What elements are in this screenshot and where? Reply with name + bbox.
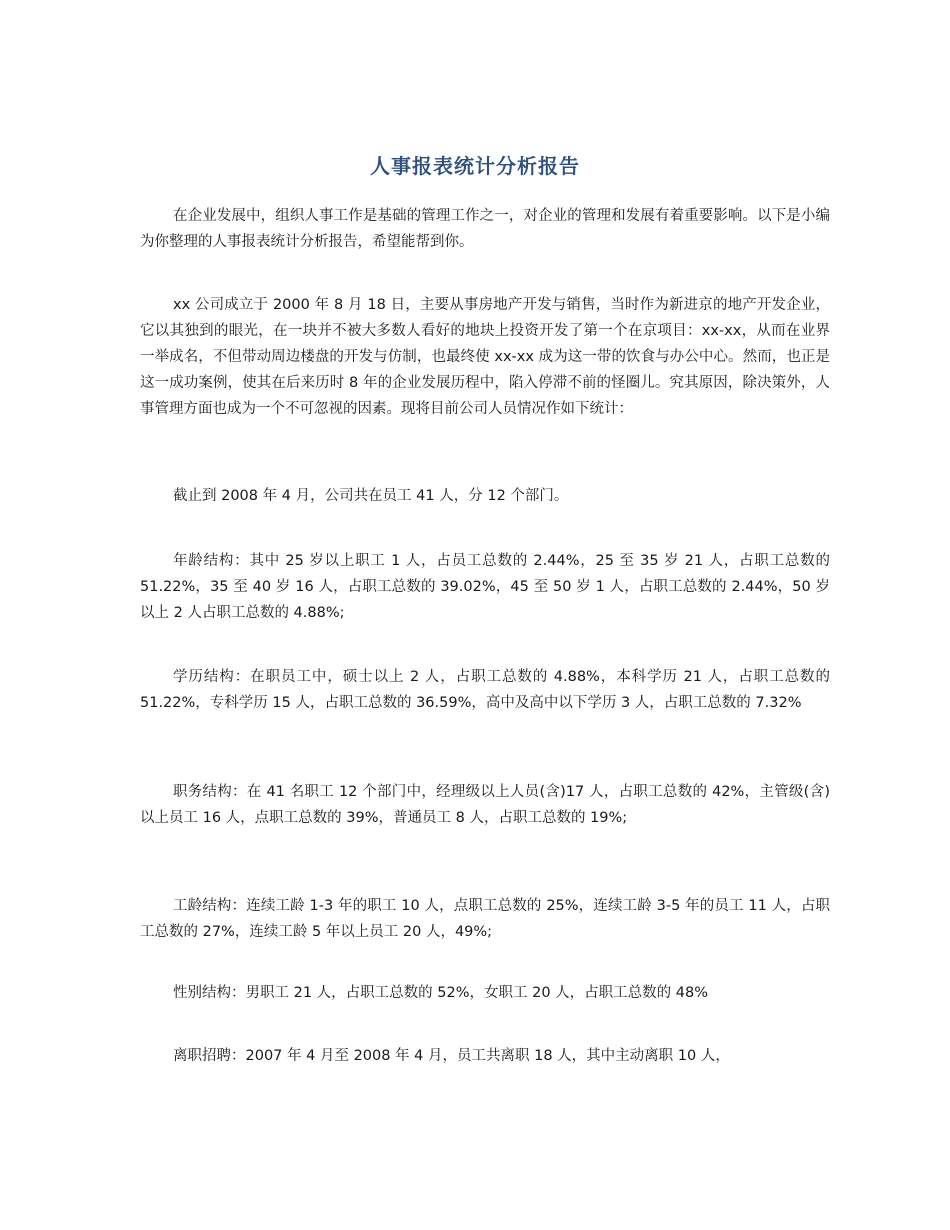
paragraph-turnover-recruitment: 离职招聘：2007 年 4 月至 2008 年 4 月，员工共离职 18 人，其中主动离职 10 人， xyxy=(173,1048,730,1064)
document-title: 人事报表统计分析报告 xyxy=(370,154,580,178)
paragraph-seniority-structure: 工龄结构：连续工龄 1-3 年的职工 10 人，点职工总数的 25%，连续工龄 3-5 年的员工 11 人，占职工总数的 27%，连续工龄 5 年以上员工 20 人，49%; xyxy=(140,898,830,940)
paragraph-education-structure: 学历结构：在职员工中，硕士以上 2 人，占职工总数的 4.88%，本科学历 21 人，占职工总数的 51.22%，专科学历 15 人，占职工总数的 36.59%，高中及高中以下学历 3 人，占职工总数的 7.32% xyxy=(140,669,830,711)
paragraph-position-structure: 职务结构：在 41 名职工 12 个部门中，经理级以上人员(含)17 人，占职工总数的 42%，主管级(含)以上员工 16 人，点职工总数的 39%，普通员工 8 人，占职工总数的 19%; xyxy=(140,784,830,826)
paragraph-company-background: xx 公司成立于 2000 年 8 月 18 日，主要从事房地产开发与销售，当时作为新进京的地产开发企业，它以其独到的眼光，在一块并不被大多数人看好的地块上投资开发了第一个在京项目：xx-xx，从而在业界一举成名，不但带动周边楼盘的开发与仿制，也最终使 xx-xx 成为这一带的饮食与办公中心。然而，也正是这一成功案例，使其在后来历时 8 年的企业发展历程中，陷入停滞不前的怪圈儿。究其原因，除决策外，人事管理方面也成为一个不可忽视的因素。现将目前公司人员情况作如下统计： xyxy=(140,297,830,417)
paragraph-age-structure: 年龄结构：其中 25 岁以上职工 1 人，占员工总数的 2.44%，25 至 35 岁 21 人，占职工总数的 51.22%，35 至 40 岁 16 人，占职工总数的 39.02%，45 至 50 岁 1 人，占职工总数的 2.44%，50 岁以上 2 人占职工总数的 4.88%; xyxy=(140,553,830,621)
paragraph-headcount: 截止到 2008 年 4 月，公司共在员工 41 人，分 12 个部门。 xyxy=(173,488,569,504)
paragraph-intro: 在企业发展中，组织人事工作是基础的管理工作之一，对企业的管理和发展有着重要影响。以下是小编为你整理的人事报表统计分析报告，希望能帮到你。 xyxy=(140,208,830,250)
paragraph-gender-structure: 性别结构：男职工 21 人，占职工总数的 52%，女职工 20 人，占职工总数的 48% xyxy=(173,985,709,1001)
